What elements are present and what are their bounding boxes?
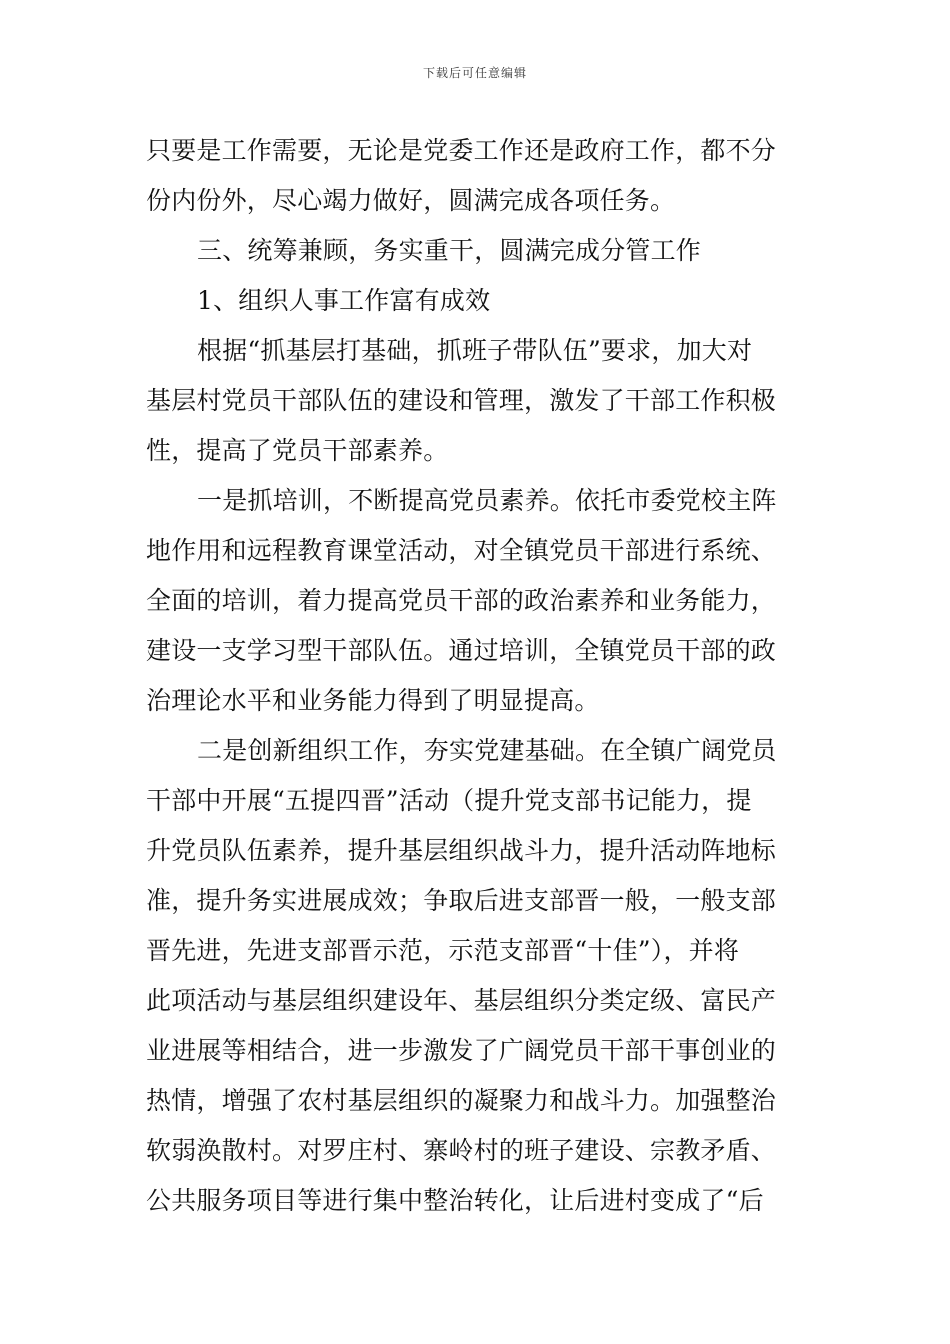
text-line: 全面的培训，着力提高党员干部的政治素养和业务能力， <box>146 586 777 615</box>
text-line: 性，提高了党员干部素养。 <box>146 436 449 465</box>
text-line: 治理论水平和业务能力得到了明显提高。 <box>146 686 600 715</box>
page-header: 下载后可任意编辑 <box>422 66 527 80</box>
text-line: 公共服务项目等进行集中整治转化，让后进村变成了“后 <box>146 1186 764 1215</box>
section-heading: 三、统筹兼顾，务实重干，圆满完成分管工作 <box>197 236 702 265</box>
text-line: 基层村党员干部队伍的建设和管理，激发了干部工作积极 <box>146 386 777 415</box>
text-line: 干部中开展“五提四晋”活动（提升党支部书记能力，提 <box>146 786 752 815</box>
subsection-heading: 1、组织人事工作富有成效 <box>197 286 491 315</box>
text-line: 软弱涣散村。对罗庄村、寨岭村的班子建设、宗教矛盾、 <box>146 1136 777 1165</box>
text-line: 热情，增强了农村基层组织的凝聚力和战斗力。加强整治 <box>146 1086 777 1115</box>
text-line: 根据“抓基层打基础，抓班子带队伍”要求，加大对 <box>197 336 753 365</box>
text-line: 地作用和远程教育课堂活动，对全镇党员干部进行系统、 <box>146 536 777 565</box>
text-line: 二是创新组织工作，夯实党建基础。在全镇广阔党员 <box>197 736 777 765</box>
text-line: 建设一支学习型干部队伍。通过培训，全镇党员干部的政 <box>146 636 777 665</box>
text-line: 晋先进，先进支部晋示范，示范支部晋“十佳”），并将 <box>146 936 740 965</box>
text-line: 升党员队伍素养，提升基层组织战斗力，提升活动阵地标 <box>146 836 777 865</box>
text-line: 只要是工作需要，无论是党委工作还是政府工作，都不分 <box>146 136 777 165</box>
text-line: 一是抓培训，不断提高党员素养。依托市委党校主阵 <box>197 486 777 515</box>
document-body <box>146 126 811 1226</box>
text-line: 业进展等相结合，进一步激发了广阔党员干部干事创业的 <box>146 1036 777 1065</box>
text-line: 准，提升务实进展成效；争取后进支部晋一般，一般支部 <box>146 886 777 915</box>
text-line: 份内份外，尽心竭力做好，圆满完成各项任务。 <box>146 186 676 215</box>
text-line: 此项活动与基层组织建设年、基层组织分类定级、富民产 <box>146 986 777 1015</box>
